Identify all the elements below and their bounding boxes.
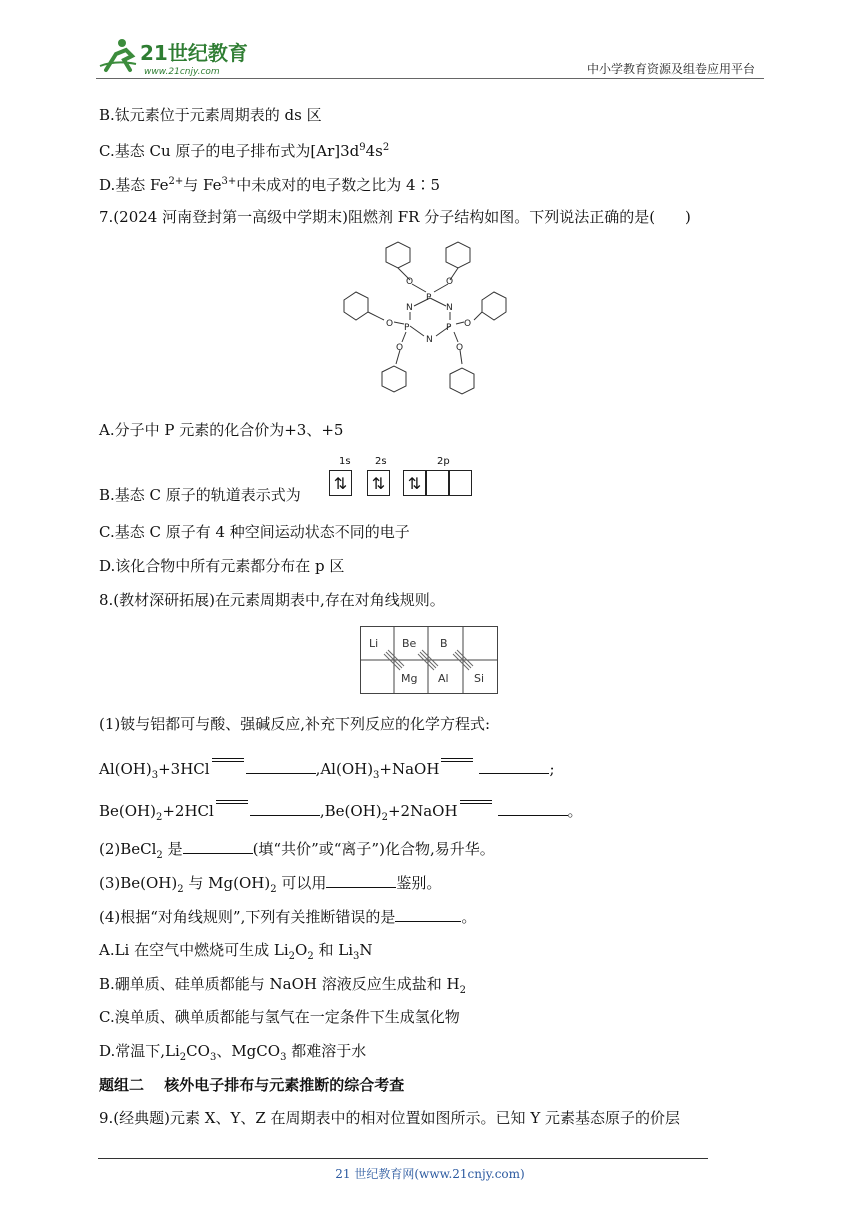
q8-part4: (4)根据“对角线规则”,下列有关推断错误的是 。	[99, 908, 477, 926]
q7-option-d: D.该化合物中所有元素都分布在 p 区	[99, 557, 345, 575]
svg-text:O: O	[396, 343, 404, 353]
site-logo	[96, 36, 261, 80]
orbital-box-2p-1: ⇅	[403, 470, 426, 496]
answer-blank[interactable]	[395, 907, 461, 922]
cell-al: Al	[438, 672, 449, 685]
q8-option-c: C.溴单质、碘单质都能与氢气在一定条件下生成氢化物	[99, 1008, 460, 1026]
orbital-box-2p-3	[449, 470, 472, 496]
q7-option-c: C.基态 C 原子有 4 种空间运动状态不同的电子	[99, 523, 410, 541]
answer-blank[interactable]	[498, 801, 568, 816]
orbital-box-2s: ⇅	[367, 470, 390, 496]
answer-blank[interactable]	[250, 801, 320, 816]
equals-sign	[210, 758, 246, 774]
orbital-label-2p: 2p	[437, 456, 450, 467]
svg-text:P: P	[426, 293, 432, 303]
q8-stem: 8.(教材深研拓展)在元素周期表中,存在对角线规则。	[99, 591, 445, 609]
svg-text:O: O	[406, 277, 414, 287]
fr-molecule-structure	[338, 240, 522, 412]
svg-text:P: P	[404, 323, 410, 333]
cell-si: Si	[474, 672, 485, 685]
q8-option-d: D.常温下$,Li_2CO_3$、MgCO$_3$ 都难溶于水	[99, 1042, 367, 1063]
cell-li: Li	[369, 637, 379, 650]
cell-mg: Mg	[401, 672, 418, 685]
answer-blank[interactable]	[479, 759, 549, 774]
answer-blank[interactable]	[246, 759, 316, 774]
q6-option-b: B.钛元素位于元素周期表的 ds 区	[99, 106, 322, 124]
svg-text:N: N	[446, 303, 453, 313]
header-divider	[96, 78, 764, 79]
q7-stem: 7.(2024 河南登封第一高级中学期末)阻燃剂 FR 分子结构如图。下列说法正确的是( )	[99, 208, 691, 226]
cell-b: B	[440, 637, 448, 650]
q8-part3: $(3)Be(OH)_2$ 与 $Mg(OH)_2$ 可以用 鉴别。	[99, 874, 442, 895]
cell-be: Be	[402, 637, 417, 650]
answer-blank[interactable]	[326, 873, 396, 888]
svg-text:O: O	[456, 343, 464, 353]
orbital-label-2s: 2s	[375, 456, 387, 467]
orbital-box-2p-2	[426, 470, 449, 496]
logo-text: 21世纪教育	[140, 41, 248, 65]
q9-stem: 9.(经典题)元素 X、Y、Z 在周期表中的相对位置如图所示。已知 Y 元素基态原子的价层	[99, 1109, 680, 1127]
q8-option-b: B.硼单质、硅单质都能与 NaOH 溶液反应生成盐和 $H_2$	[99, 975, 466, 996]
q6-option-c: C.基态 Cu 原子的电子排布式为$[Ar]3d^94s^2$	[99, 142, 390, 160]
section-heading: 题组二 核外电子排布与元素推断的综合考查	[99, 1076, 405, 1094]
footer-divider	[98, 1158, 708, 1159]
q7-option-a: A.分子中 P 元素的化合价为+3、+5	[99, 421, 344, 439]
equals-sign	[439, 758, 475, 774]
svg-text:O: O	[386, 319, 394, 329]
equals-sign	[214, 800, 250, 816]
q8-part2: (2)BeCl$_2$ 是 (填“共价”或“离子”)化合物,易升华。	[99, 840, 495, 861]
q8-equation-2: $Be(OH)_2+2HCl$ $,Be(OH)_2+2NaOH$ 。	[99, 802, 583, 823]
svg-text:N: N	[426, 335, 433, 345]
diagonal-rule-table	[360, 626, 498, 694]
logo-url: www.21cnjy.com	[144, 67, 220, 77]
q6-option-d: D.基态 $Fe^{2+}$与 $Fe^{3+}$中未成对的电子数之比为 4∶5	[99, 176, 441, 194]
header-platform-text: 中小学教育资源及组卷应用平台	[586, 62, 755, 76]
orbital-box-1s: ⇅	[329, 470, 352, 496]
orbital-label-1s: 1s	[339, 456, 351, 467]
footer-text: 21 世纪教育网(www.21cnjy.com)	[335, 1167, 525, 1181]
q8-equation-1: $Al(OH)_3+3HCl$ $,Al(OH)_3+NaOH$ ;	[99, 760, 555, 781]
q7-option-b: B.基态 C 原子的轨道表示式为	[99, 486, 301, 504]
q8-part1: (1)铍与铝都可与酸、强碱反应,补充下列反应的化学方程式:	[99, 715, 491, 733]
equals-sign	[458, 800, 494, 816]
svg-text:N: N	[406, 303, 413, 313]
svg-text:P: P	[446, 323, 452, 333]
answer-blank[interactable]	[183, 839, 253, 854]
q8-option-a: A.Li 在空气中燃烧可生成 $Li_2O_2$ 和 $Li_3N$	[99, 941, 373, 962]
svg-text:O: O	[464, 319, 472, 329]
svg-text:O: O	[446, 277, 454, 287]
